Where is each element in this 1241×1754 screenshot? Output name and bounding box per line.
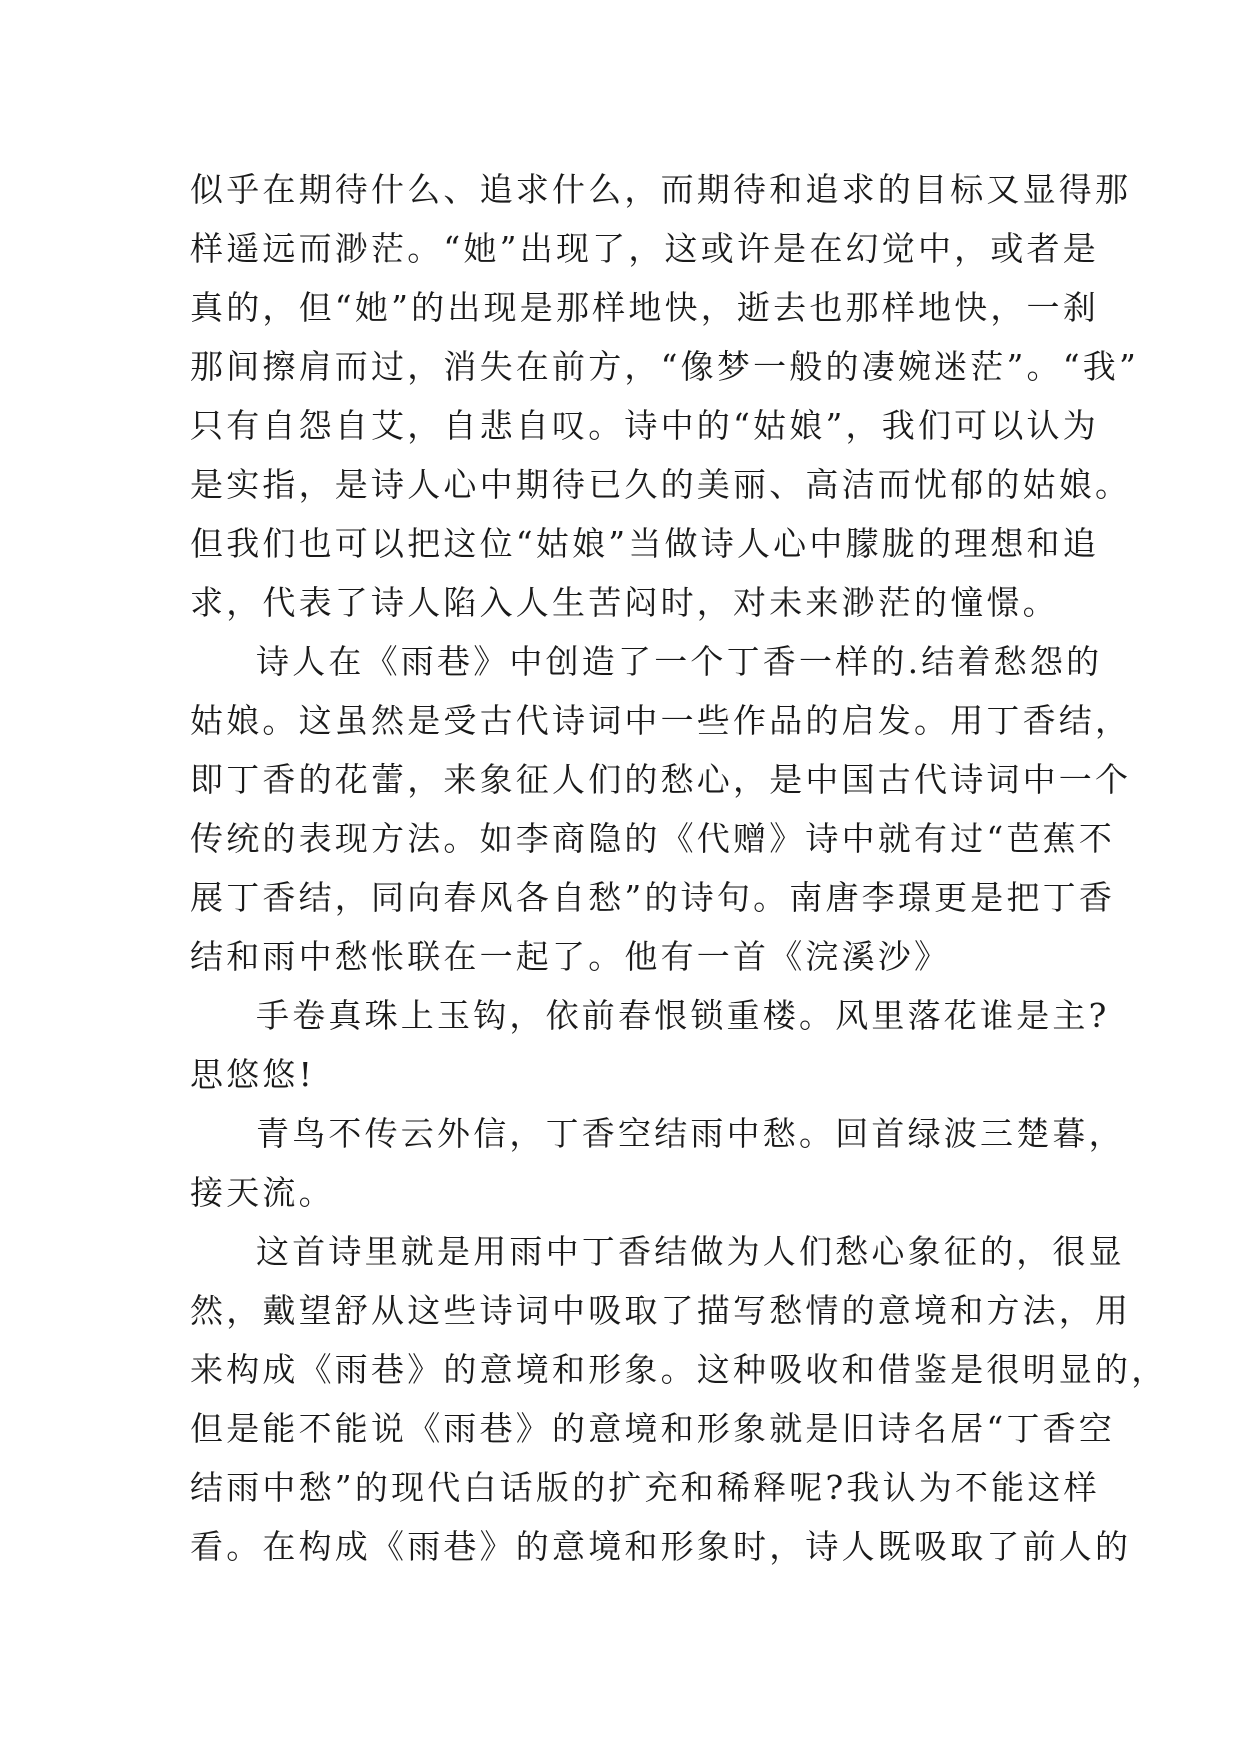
text-line: 展丁香结，同向春风各自愁”的诗句。南唐李璟更是把丁香 xyxy=(190,878,1116,917)
text-line: 是实指，是诗人心中期待已久的美丽、高洁而忧郁的姑娘。 xyxy=(190,465,1132,504)
text-line: 结和雨中愁怅联在一起了。他有一首《浣溪沙》 xyxy=(190,937,951,976)
text-line: 真的，但“她”的出现是那样地快，逝去也那样地快，一刹 xyxy=(190,288,1099,327)
text-line: 然，戴望舒从这些诗词中吸取了描写愁情的意境和方法，用 xyxy=(190,1291,1132,1330)
text-line: 诗人在《雨巷》中创造了一个丁香一样的.结着愁怨的 xyxy=(256,642,1103,681)
text-line: 传统的表现方法。如李商隐的《代赠》诗中就有过“芭蕉不 xyxy=(190,819,1116,858)
text-line: 接天流。 xyxy=(190,1173,335,1212)
text-line: 求，代表了诗人陷入人生苦闷时，对未来渺茫的憧憬。 xyxy=(190,583,1059,622)
text-line: 看。在构成《雨巷》的意境和形象时，诗人既吸取了前人的 xyxy=(190,1527,1132,1566)
text-line: 即丁香的花蕾，来象征人们的愁心，是中国古代诗词中一个 xyxy=(190,760,1132,799)
text-line: 结雨中愁”的现代白话版的扩充和稀释呢?我认为不能这样 xyxy=(190,1468,1100,1507)
text-line: 但我们也可以把这位“姑娘”当做诗人心中朦胧的理想和追 xyxy=(190,524,1099,563)
text-line: 只有自怨自艾，自悲自叹。诗中的“姑娘”，我们可以认为 xyxy=(190,406,1099,445)
text-line: 这首诗里就是用雨中丁香结做为人们愁心象征的，很显 xyxy=(256,1232,1125,1271)
text-line: 姑娘。这虽然是受古代诗词中一些作品的启发。用丁香结， xyxy=(190,701,1132,740)
text-line: 手卷真珠上玉钩，依前春恨锁重楼。风里落花谁是主? xyxy=(256,996,1110,1035)
document-body xyxy=(190,160,1168,1576)
text-line: 样遥远而渺茫。“她”出现了，这或许是在幻觉中，或者是 xyxy=(190,229,1099,268)
text-line: 来构成《雨巷》的意境和形象。这种吸收和借鉴是很明显的， xyxy=(190,1350,1168,1389)
text-line: 青鸟不传云外信，丁香空结雨中愁。回首绿波三楚暮， xyxy=(256,1114,1125,1153)
text-line: 那间擦肩而过，消失在前方，“像梦一般的凄婉迷茫”。“我” xyxy=(190,347,1140,386)
text-line: 思悠悠! xyxy=(190,1055,316,1094)
text-line: 似乎在期待什么、追求什么，而期待和追求的目标又显得那 xyxy=(190,170,1132,209)
text-line: 但是能不能说《雨巷》的意境和形象就是旧诗名居“丁香空 xyxy=(190,1409,1116,1448)
